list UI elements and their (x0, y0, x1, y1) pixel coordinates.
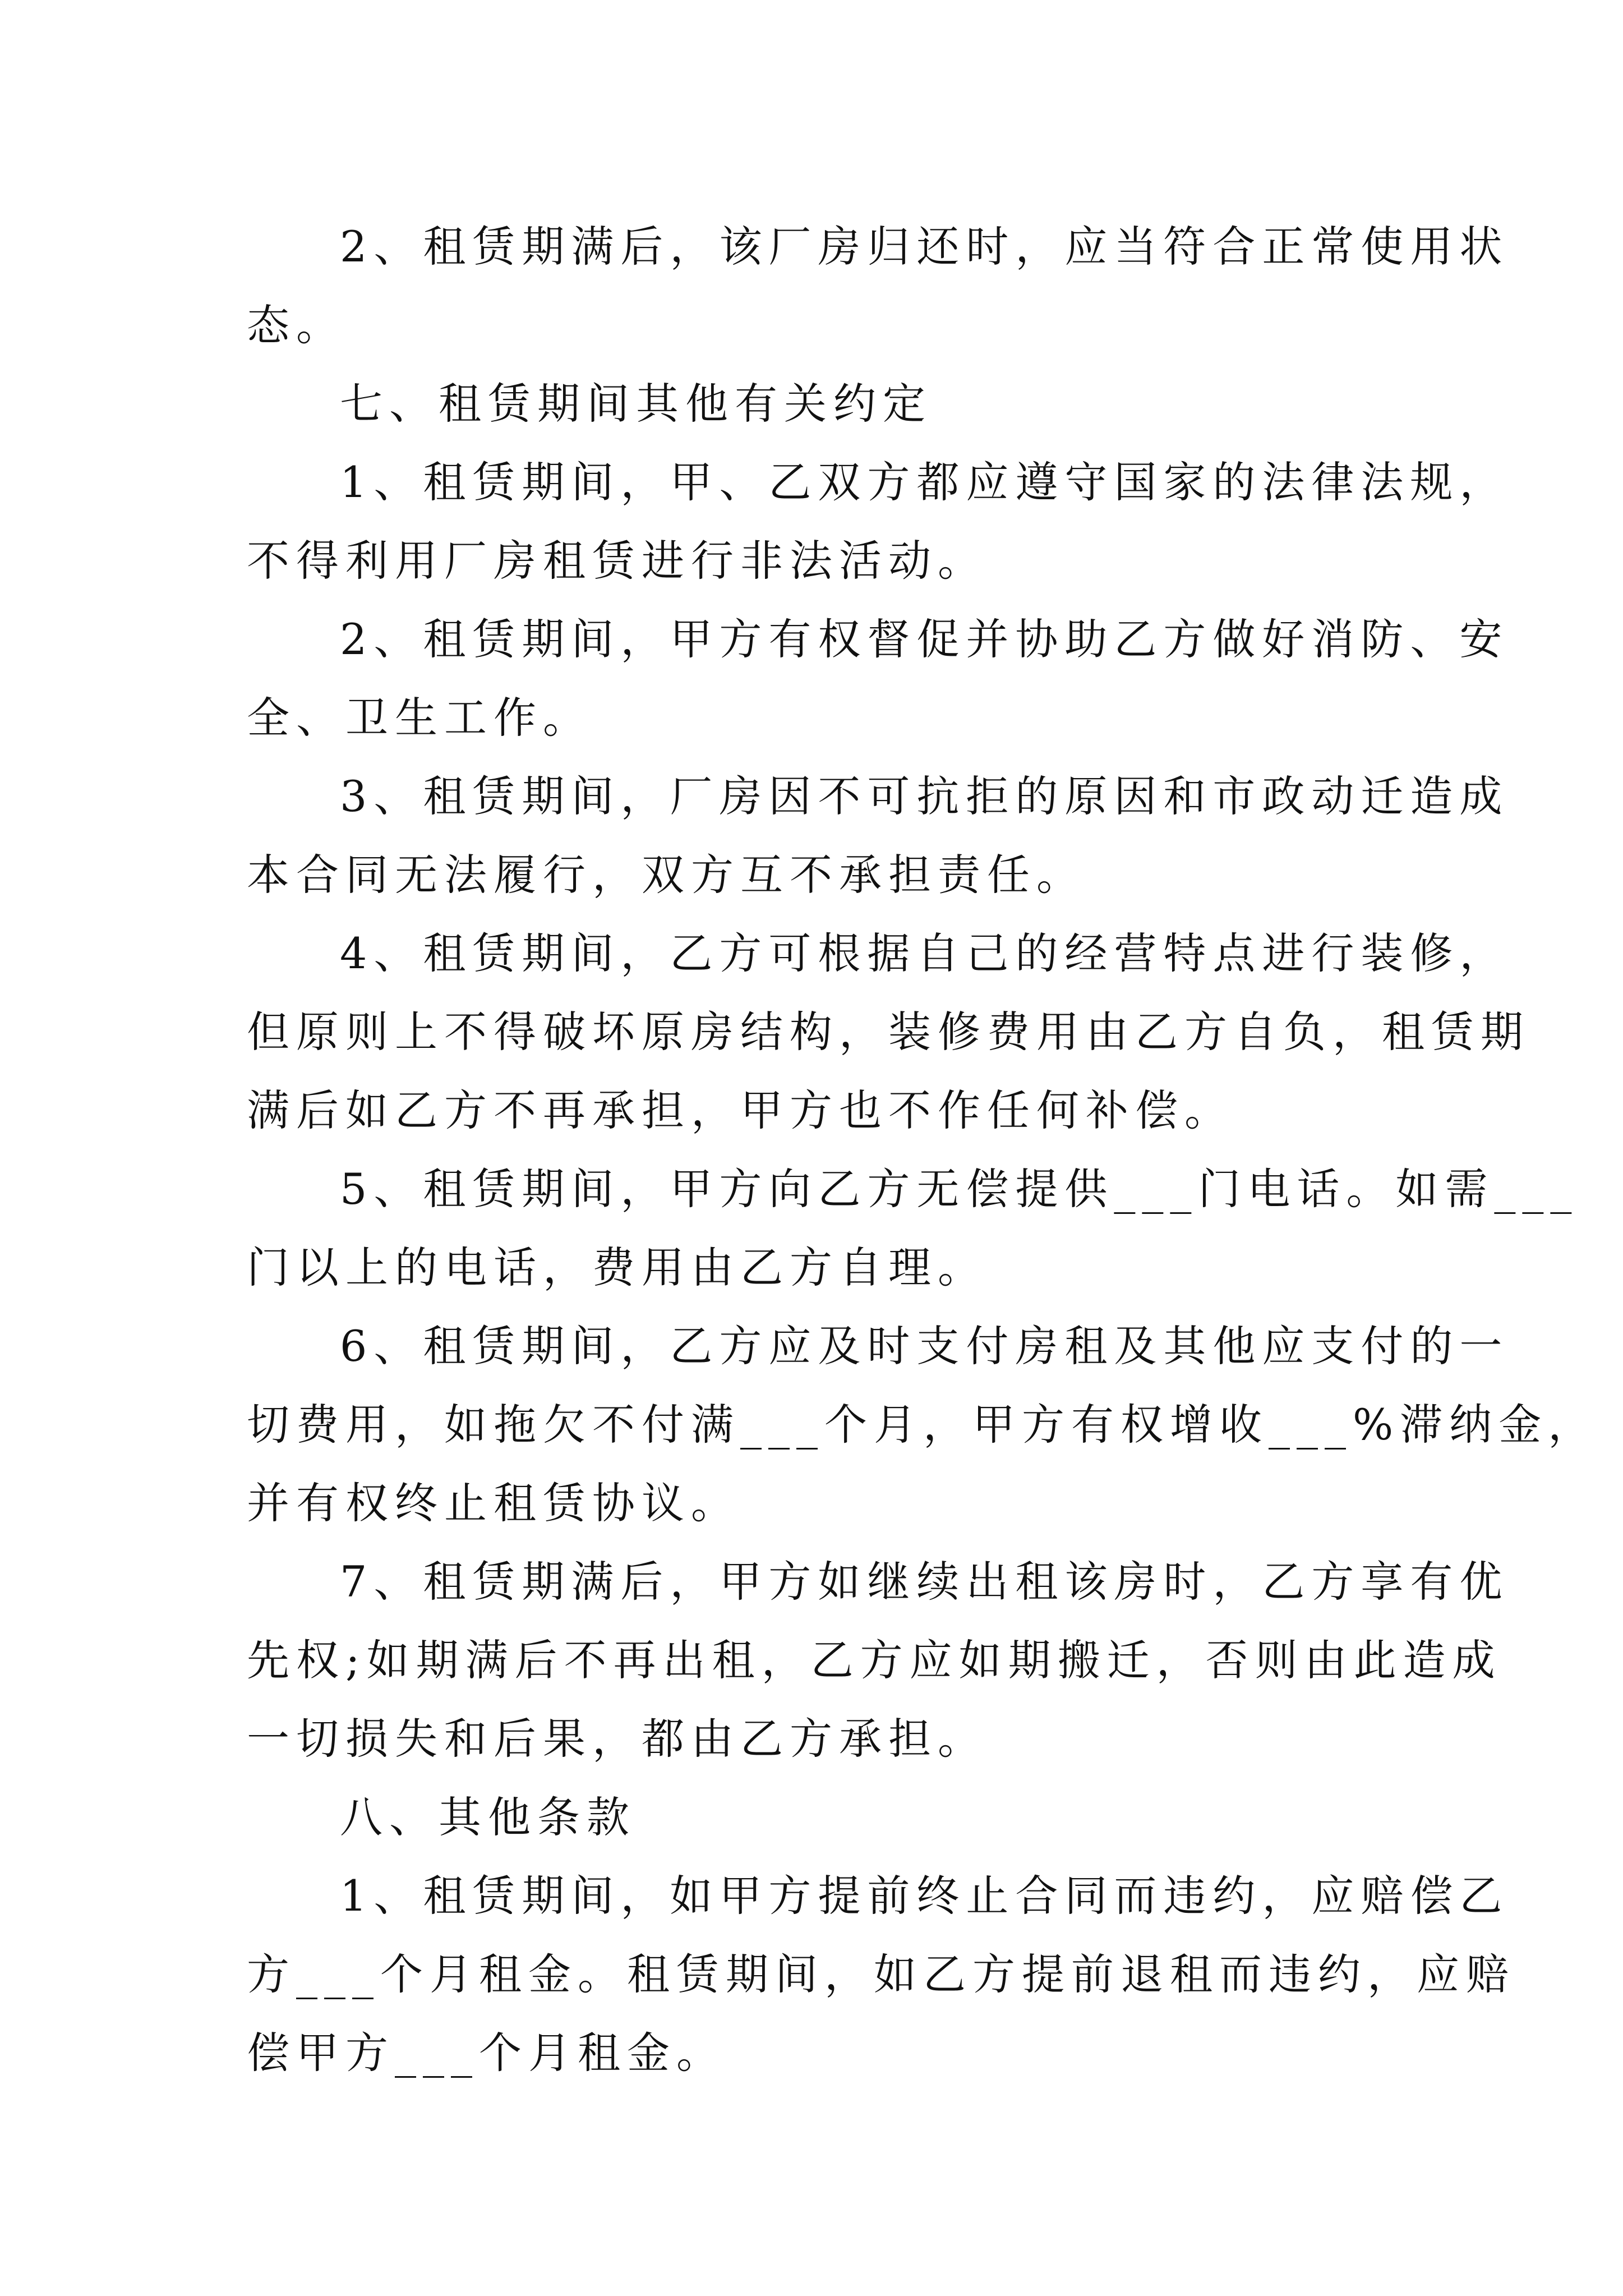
text-line: 全、卫生工作。 (247, 693, 592, 743)
text-line: 方___个月租金。租赁期间，如乙方提前退租而违约，应赔 (247, 1949, 1515, 1999)
text-line: 切费用，如拖欠不付满___个月，甲方有权增收___%滞纳金， (247, 1400, 1598, 1450)
text-line: 5、租赁期间，甲方向乙方无偿提供___门电话。如需___ (340, 1164, 1579, 1214)
text-line: 偿甲方___个月租金。 (247, 2028, 726, 2078)
text-line: 态。 (247, 300, 345, 350)
text-line: 满后如乙方不再承担，甲方也不作任何补偿。 (247, 1085, 1234, 1135)
text-line: 本合同无法履行，双方互不承担责任。 (247, 850, 1086, 900)
text-line: 先权;如期满后不再出租，乙方应如期搬迁，否则由此造成 (247, 1635, 1502, 1685)
text-line: 不得利用厂房租赁进行非法活动。 (247, 536, 987, 586)
text-line: 6、租赁期间，乙方应及时支付房租及其他应支付的一 (340, 1321, 1509, 1371)
text-line: 4、租赁期间，乙方可根据自己的经营特点进行装修， (340, 928, 1509, 978)
text-line: 3、租赁期间，厂房因不可抗拒的原因和市政动迁造成 (340, 771, 1509, 821)
text-line: 1、租赁期间，甲、乙双方都应遵守国家的法律法规， (340, 457, 1509, 507)
section-heading: 八、其他条款 (340, 1792, 636, 1842)
text-line: 一切损失和后果，都由乙方承担。 (247, 1714, 987, 1764)
document-body (247, 208, 1598, 2092)
text-line: 门以上的电话，费用由乙方自理。 (247, 1243, 987, 1292)
text-line: 7、租赁期满后，甲方如继续出租该房时，乙方享有优 (340, 1557, 1509, 1607)
text-line: 2、租赁期满后，该厂房归还时，应当符合正常使用状 (340, 222, 1509, 272)
text-line: 但原则上不得破坏原房结构，装修费用由乙方自负，租赁期 (247, 1007, 1530, 1057)
text-line: 2、租赁期间，甲方有权督促并协助乙方做好消防、安 (340, 614, 1509, 664)
text-line: 并有权终止租赁协议。 (247, 1478, 740, 1528)
section-heading: 七、租赁期间其他有关约定 (340, 379, 932, 429)
text-line: 1、租赁期间，如甲方提前终止合同而违约，应赔偿乙 (340, 1871, 1509, 1921)
